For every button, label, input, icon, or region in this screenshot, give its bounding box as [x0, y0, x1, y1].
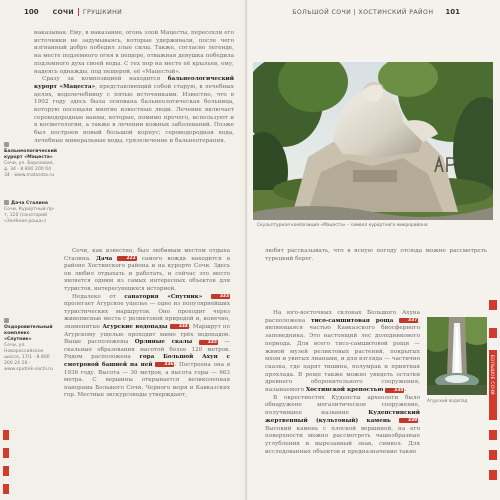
header-separator	[78, 8, 79, 16]
location-pin-icon	[4, 318, 9, 323]
map-ref-tag: 335	[199, 340, 218, 345]
right-main-text	[265, 310, 420, 456]
paragraph	[64, 294, 230, 400]
location-pin-icon	[4, 200, 9, 205]
left-main-text	[64, 248, 230, 400]
right-page-header	[292, 6, 460, 18]
photo-caption: Скульптурная композиция «Мацеста» – символ курортного микрорайона	[257, 223, 428, 228]
paragraph	[265, 310, 420, 395]
text-run: . Маршрут по Агурскому ущелью проходит мимо трёх водопадов. Выше расположены	[64, 323, 230, 346]
page-number-left: 100	[24, 8, 39, 16]
page-number-right: 101	[445, 8, 460, 16]
side-tab-text: БОЛЬШОЕ СОЧИ	[490, 355, 495, 395]
margin-tab	[3, 448, 9, 458]
margin-tab	[3, 484, 9, 494]
place-name: Дача	[95, 255, 113, 262]
side-tab-label	[489, 355, 499, 475]
margin-tab	[3, 430, 9, 440]
sidebar-title: Бальнеологический курорт «Мацеста»	[4, 149, 58, 160]
matsesta-sculpture-photo	[253, 62, 493, 220]
map-ref-tag: 339	[399, 418, 418, 423]
location-pin-icon	[4, 142, 9, 147]
left-page-header	[24, 6, 122, 18]
map-ref-tag: 337	[399, 318, 418, 323]
text-run: В окрестностях Кудепсты археологи было обнаружено мегалитическое сооружение, получившее название	[265, 394, 420, 417]
paragraph	[265, 395, 420, 457]
paragraph	[64, 248, 230, 294]
sidebar-title: Оздоровительный комплекс «Спутник»	[4, 325, 53, 342]
text-run: Недалеко от	[72, 293, 125, 300]
text-run: пролегает Агурское ущелье — одно из популярнейших туристических маршрутов. Оно проходит через живописные места с реликтовой природой и, конечно, знаменитые	[64, 301, 230, 330]
place-name: Кудепстинский жертвенный (культовый) камень	[265, 410, 420, 424]
text-run: , представляющий собой старую, в лечебных целях, водолечебницу с пятью источниками. Известно, что в 1902 году здесь была основана бальнеологическая больница, которую посещали многие известные люди. Лечение включает сероводородные ванны, которые, помимо прочего, используют и в косметологии, а также в лечении кожных заболеваний. Позже был построен новый большой корпус; сероводородная вода, лечебные минеральные воды, грязелечение и бальнеотерапия.	[34, 83, 234, 144]
map-ref-tag: 336	[155, 362, 174, 367]
place-name: бальнеологический курорт «Мацеста»	[34, 76, 234, 90]
paragraph	[34, 76, 234, 145]
margin-tab	[489, 328, 497, 338]
margin-tab	[3, 466, 9, 476]
paragraph: любят рассказывать, что в ясную погоду отсюда можно рассмотреть турецкий берег.	[265, 248, 487, 262]
place-name: Агурские водопады	[102, 323, 168, 330]
sidebar-title: Дача Сталина	[11, 201, 49, 206]
sidebar-entry-stalin-dacha	[4, 200, 58, 225]
sidebar-details: Сочи, ул. Березовая, д. 34 · 8 800 200 04 34 · www.matsesta.ru	[4, 161, 55, 178]
text-run: . Построена она в 1936 году. Высота — 30 метров, а высота горы — 663 метра. С вершины открывается великолепная панорама Большого Сочи, Черного моря и Кавказских гор. Местные экскурсоводы утверждают,	[64, 361, 231, 399]
text-run: Сочи, как известно, был любимым местом отдыха Сталина.	[64, 248, 230, 262]
place-name: Хостинской крепостью	[305, 387, 384, 394]
sidebar-details: Сочи, ул. Новороссийское шоссе, 17/1 · 8 800 200 24 26 · www.sputnik-sochi.ru	[4, 343, 54, 372]
place-name: тисо-самшитовая роща	[310, 317, 394, 324]
text-run: — скальные образования высотой более 120 метров. Рядом расположена	[64, 339, 230, 361]
left-page	[0, 0, 247, 500]
text-run: самого вождя находится в районе Хостинского района и на курорте Сочи. Здесь он любил отдыхать и работать, и сейчас это место является одним из самых интересных объектов для туристов, интересующихся историей.	[64, 255, 230, 292]
map-ref-tag: 333	[211, 294, 230, 299]
place-name: Орлиные скалы	[134, 339, 193, 346]
section-subtitle: ГРУШКИНИ	[82, 8, 123, 16]
waterfall-caption: Агурский водопад	[427, 398, 468, 403]
section-title: СОЧИ	[52, 8, 74, 16]
left-margin-tabs	[3, 430, 9, 500]
sidebar-details: Сочи, Курортный пр-т, 120 (санаторий «Зелёная роща»)	[4, 207, 55, 224]
map-ref-tag: 334	[170, 324, 189, 329]
text-run: .	[404, 387, 407, 394]
sidebar-entry-sputnik	[4, 318, 58, 373]
paragraph: наказывая. Ему, в наказание, огонь злой Мацесты, пересохли его источники не задумываясь, которые удерживали, после чего изгнанный добро победил злые силы. Также, согласно легенде, на месте подземного огня в пещере, отважная девушка победила подземного духа своей воды. С тех пор на месте её крыльев, ему, надеясь однажды, под пещерой, её «Мацестой».	[34, 30, 234, 75]
margin-tab	[489, 300, 497, 310]
place-name: санатория «Спутник»	[124, 293, 203, 300]
agur-waterfall-photo	[427, 317, 487, 395]
map-ref-tag: 338	[385, 388, 404, 393]
running-head: БОЛЬШОЙ СОЧИ | ХОСТИНСКИЙ РАЙОН	[292, 8, 434, 16]
text-run: . Высокий камень с плоской вершиной, на его поверхности можно рассмотреть чашеобразные углубления и вырезанный знак, символ. Для исследованных объектов и предназначение такие	[265, 417, 421, 455]
map-ref-tag: 222	[117, 256, 136, 261]
sidebar-entry-matsesta	[4, 142, 58, 179]
right-page	[247, 0, 500, 500]
text-run: Сразу за композицией находится	[42, 76, 168, 83]
text-run: На юго-восточных склонах Большого Ахуна расположена	[265, 310, 420, 324]
right-intro-text	[265, 248, 487, 263]
place-name: гора Большой Ахун с смотровой башней на ней	[64, 354, 230, 368]
text-run: , являющаяся частью Кавказского биосферного заповедника. Это настоящий лес доледникового периода. Для всего тисо-самшитовой рощи — живой музей реликтовых растений, покрытых мхом и увитых лианами, и для взгляда — частично сказка, где царят тишина, полумрак и приятная прохлада. В роще также можно увидеть остатки древнего оборонительного сооружения, называемого	[265, 317, 421, 394]
left-intro-text	[34, 30, 234, 146]
